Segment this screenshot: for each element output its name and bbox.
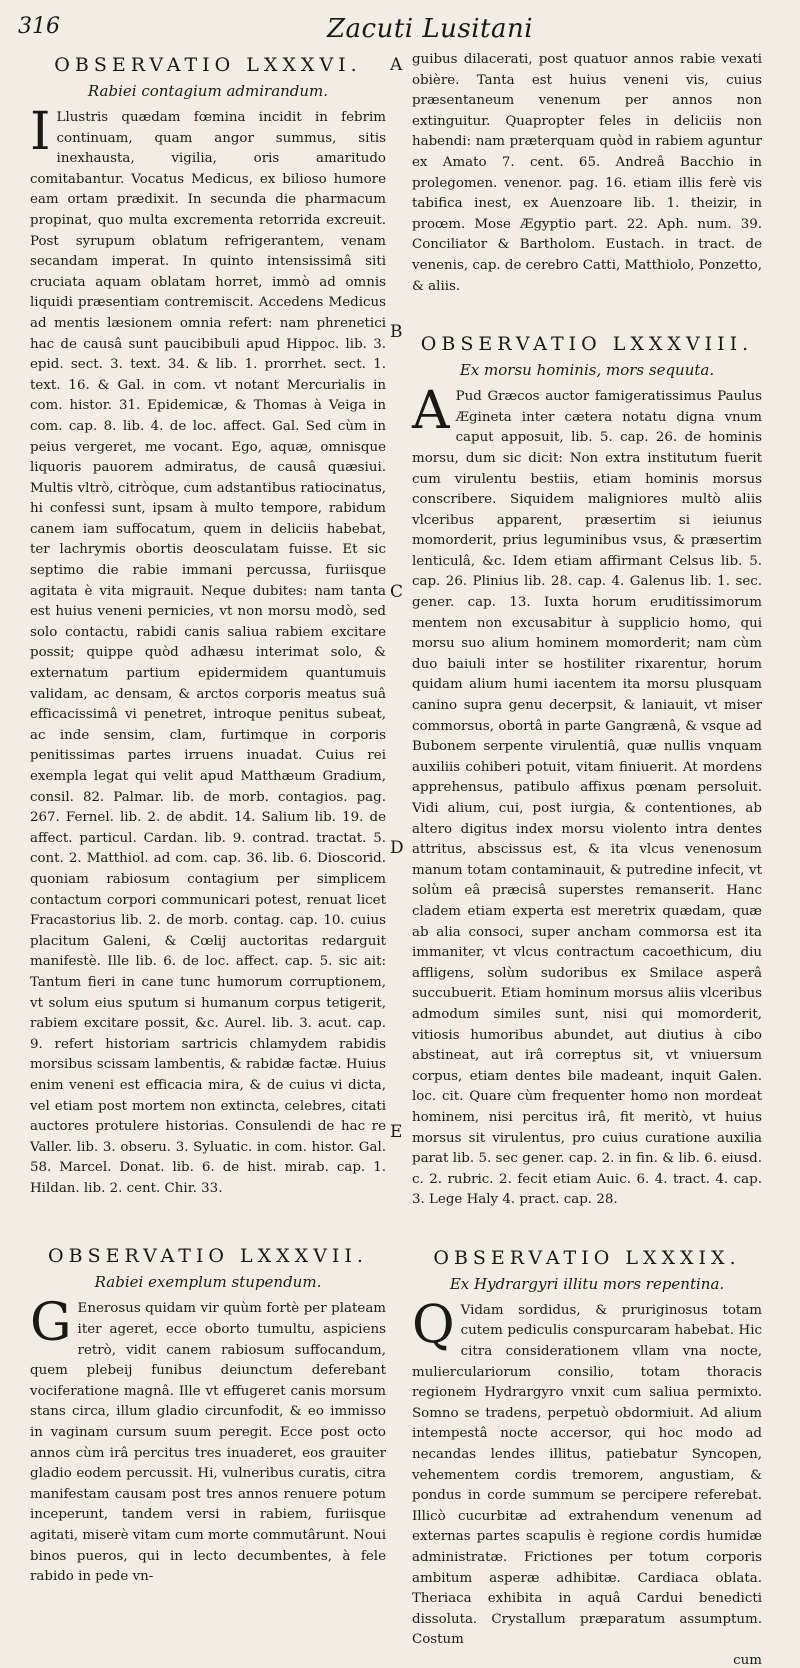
- observation-88-text: Pud Græcos auctor famigeratissimus Paulus Ægineta inter cætera notatu digna vnum caput apposuit, lib. 5. cap. 26. de hominis morsu, dum sic dicit: Non extra institutum fuerit cum virulentu bestiis, etiam hominis morsus conscribere. Siquidem maligniores multò aliis vlceribus apparent, præsertim si ieiunus momorderit, prius leguminibus vsus, & præsertim lenticulâ, &c. Idem etiam affirmant Celsus lib. 5. cap. 26. Plinius lib. 28. cap. 4. Galenus lib. 1. sec. gener. cap. 13. Iuxta horum eruditissimorum mentem non excusabitur à supplicio homo, qui morsu suo alium hominem momorderit; nam cùm duo baiuli inter se hostiliter rixarentur, horum quidam alium humi iacentem ita morsu plusquam canino supra genu decerpsit, & laniauit, vt miser commorsus, obortâ in parte Gangrænâ, & vsque ad Bubonem serpente virulentiâ, quæ nullis vnquam auxiliis cohiberi potuit, vitam finiuerit. At mordens apprehensus, patibulo affixus pœnam persoluit. Vidi alium, cui, post iurgia, & contentiones, ab altero digitus index morsu violento intra dentes attritus, abscissus est, & ita vlcus venenosum manum totam contaminauit, & putredine infecit, vt solùm eâ præcisâ superstes remanserit. Hanc cladem etiam experta est meretrix quædam, quæ ab alia consoci, super ancham commorsa est ita immaniter, vt vlcus contractum cacoethicum, diu affligens, solùm sudoribus ex Smilace asperâ succubuerit. Etiam hominum morsus aliis vlceribus admodum similes sunt, nisi qui momorderit, vitiosis humoribus abundet, aut diutius à cibo abstineat, aut irâ correptus sit, vt vniuersum corpus, etiam dentes bile madeant, inquit Galen. loc. cit. Quare cùm frequenter homo non mordeat hominem, nisi percitus irâ, fit meritò, vt huius morsus sit virulentus, pro cuius curatione auxilia parat lib. 5. sec gener. cap. 2. in fin. & lib. 6. eiusd. c. 2. rubric. 2. fecit etiam Auic. 6. 4. tract. 4. cap. 3. Lege Haly 4. pract. cap. 28.: [412, 389, 762, 1208]
- observation-88-subtitle: Ex morsu hominis, mors sequuta.: [459, 361, 715, 380]
- running-title: Zacuti Lusitani: [326, 14, 534, 44]
- observation-89-text: Vidam sordidus, & pruriginosus totam cutem pediculis conspurcaram habebat. Hic citra considerationem vllam vna nocte, mulierculariorum consilio, totam thoracis regionem Hydrargyro vnxit cum saliua permixto. Somno se tradens, perpetuò obdormiuit. Ad alium intempestâ nocte accersor, qui hoc modo ad necandas lendes illitus, patiebatur Syncopen, vehementem cordis tremorem, angustiam, & pondus in corde summum se percipere referebat. Illicò cucurbitæ ad extrahendum venenum ad externas partes scapulis è regione cordis humidæ administratæ. Frictiones per totum corporis ambitum asperæ adhibitæ. Cardiaca oblata. Theriaca exhibita in aquâ Cardui benedicti dissoluta. Crystallum præparatum assumptum. Costum: [412, 1302, 762, 1648]
- margin-letter-c: C: [390, 582, 404, 602]
- dropcap: I: [30, 102, 51, 162]
- observation-87-text: Enerosus quidam vir quùm fortè per plateam iter ageret, ecce oborto tumultu, aspiciens retrò, vidit canem rabiosum suffocandum, quem plebeij funibus deiunctum deferebant vociferatione magnâ. Ille vt effugeret canis morsum stans circa, illum gladio circunfodit, & eo immisso in vaginam cursum suum peregit. Ecce post octo annos cùm irâ percitus tres inuaderet, eos grauiter gladio eodem percussit. Hi, vulneribus curatis, citra manifestam causam post tres annos renuere potum inceperunt, tandem versi in rabiem, furiisque agitati, miserè vitam cum morte commutârunt. Noui binos pueros, qui in lecto decumbentes, à fele rabido in pede vn-: [30, 1301, 386, 1585]
- left-column: [30, 50, 386, 1585]
- observation-86-body: [30, 102, 386, 1199]
- observation-86-heading: OBSERVATIO LXXXVI.: [54, 54, 362, 76]
- margin-letter-a: A: [390, 55, 403, 75]
- dropcap: Q: [412, 1294, 455, 1355]
- observation-87-body: [30, 1293, 386, 1587]
- observation-86-text: Llustris quædam fœmina incidit in febrim continuam, quam angor summus, sitis inexhausta, vigilia, oris amaritudo comitabantur. Vocatus Medicus, ex bilioso humore eam ortam prædixit. In secunda die pharmacum propinat, quo multa excrementa retorrida excreuit. Post syrupum oblatum refrigerantem, venam secandam imperat. In quinto intensissimâ siti cruciata aquam oblatam horret, immò ad omnis liquidi præsentiam contremiscit. Accedens Medicus ad mentis læsionem omnia refert: nam phrenetici hac de causâ sunt paucibibuli apud Hippoc. lib. 3. epid. sect. 3. text. 34. & lib. 1. prorrhet. sect. 1. text. 16. & Gal. in com. vt notant Mercurialis in com. histor. 31. Epidemicæ, & Thomas à Veiga in com. cap. 8. lib. 4. de loc. affect. Gal. Sed cùm in peius vergeret, me vocant. Ego, aquæ, omnisque liquoris pauorem admiratus, de causâ quæsiui. Multis vltrò, citròque, cum adstantibus ratiocinatus, hi confessi sunt, ipsam à multo tempore, rabidum canem iam suffocatum, quem in deliciis habebat, ter lachrymis obortis deosculatam fuisse. Et sic septimo die rabie immani percussa, furiisque agitata è vita migrauit. Neque dubites: nam tanta est huius veneni pernicies, vt non morsu modò, sed solo contactu, rabidi canis saliua rabiem excitare possit; quippe quòd adhæsu interimat solo, & externatum partium epidermidem quantumuis validam, ac densam, & arctos corporis meatus suâ efficacissimâ vi penetret, introque penitus subeat, ac inde sensim, clam, furtimque in corporis penitissimas partes irruens inuadat. Cuius rei exempla legat qui velit apud Matthæum Gradium, consil. 82. Palmar. lib. de morb. contagios. pag. 267. Fernel. lib. 2. de abdit. 14. Salium lib. 19. de affect. particul. Cardan. lib. 9. contrad. tractat. 5. cont. 2. Matthiol. ad com. cap. 36. lib. 6. Dioscorid. quoniam rabiosum contagium per simplicem contactum corpori communicari potest, renuat licet Fracastorius lib. 2. de morb. contag. cap. 10. cuius placitum Galeni, & Cœlij auctoritas redarguit manifestè. Ille lib. 6. de loc. affect. cap. 5. sic ait: Tantum fieri in cane tunc humorum corruptionem, vt solum eius sputum si humanum corpus tetigerit, rabiem excitare possit, &c. Aurel. lib. 3. acut. cap. 9. refert historiam sartricis chlamydem rabidis morsibus scissam lambentis, & rabidæ factæ. Huius enim veneni est efficacia mira, & de cuius vi dicta, vel etiam post mortem non extincta, celebres, citati auctores protulere historias. Consulendi de hac re Valler. lib. 3. obseru. 3. Syluatic. in com. histor. Gal. 58. Marcel. Donat. lib. 6. de hist. mirab. cap. 1. Hildan. lib. 2. cent. Chir. 33.: [30, 110, 386, 1196]
- observation-87-heading: OBSERVATIO LXXXVII.: [48, 1245, 368, 1268]
- catchword: cum: [733, 1652, 762, 1668]
- page-number: 316: [18, 14, 60, 39]
- observation-88-body: [412, 381, 762, 1211]
- margin-letter-d: D: [390, 838, 404, 858]
- margin-letter-e: E: [390, 1122, 403, 1142]
- right-column: [412, 50, 762, 1668]
- dropcap: G: [30, 1293, 72, 1354]
- observation-86-continuation: guibus dilacerati, post quatuor annos rabie vexati obière. Tanta est huius veneni vis, cuius præsentaneum venenum per annos non extinguitur. Quapropter feles in deliciis non habendi: nam præterquam quòd in rabiem aguntur ex Amato 7. cent. 65. Andreâ Bacchio in prolegomen. venenor. pag. 16. etiam illis ferè vis tabifica inest, ex Auenzoare lib. 1. theizir, in proœm. Mose Ægyptio part. 22. Aph. num. 39. Conciliator & Bartholom. Eustach. in tract. de venenis, cap. de cerebro Catti, Matthiolo, Ponzetto, & aliis.: [412, 52, 762, 294]
- margin-letter-b: B: [390, 322, 403, 342]
- dropcap: A: [412, 381, 450, 442]
- margin-letters: [386, 0, 410, 1432]
- observation-87-subtitle: Rabiei exemplum stupendum.: [94, 1273, 322, 1292]
- observation-86-subtitle: Rabiei contagium admirandum.: [87, 82, 329, 100]
- observation-89-heading: OBSERVATIO LXXXIX.: [433, 1246, 741, 1269]
- observation-88-heading: OBSERVATIO LXXXVIII.: [420, 333, 754, 356]
- observation-89-subtitle: Ex Hydrargyri illitu mors repentina.: [449, 1274, 725, 1293]
- observation-89-body: [412, 1294, 762, 1651]
